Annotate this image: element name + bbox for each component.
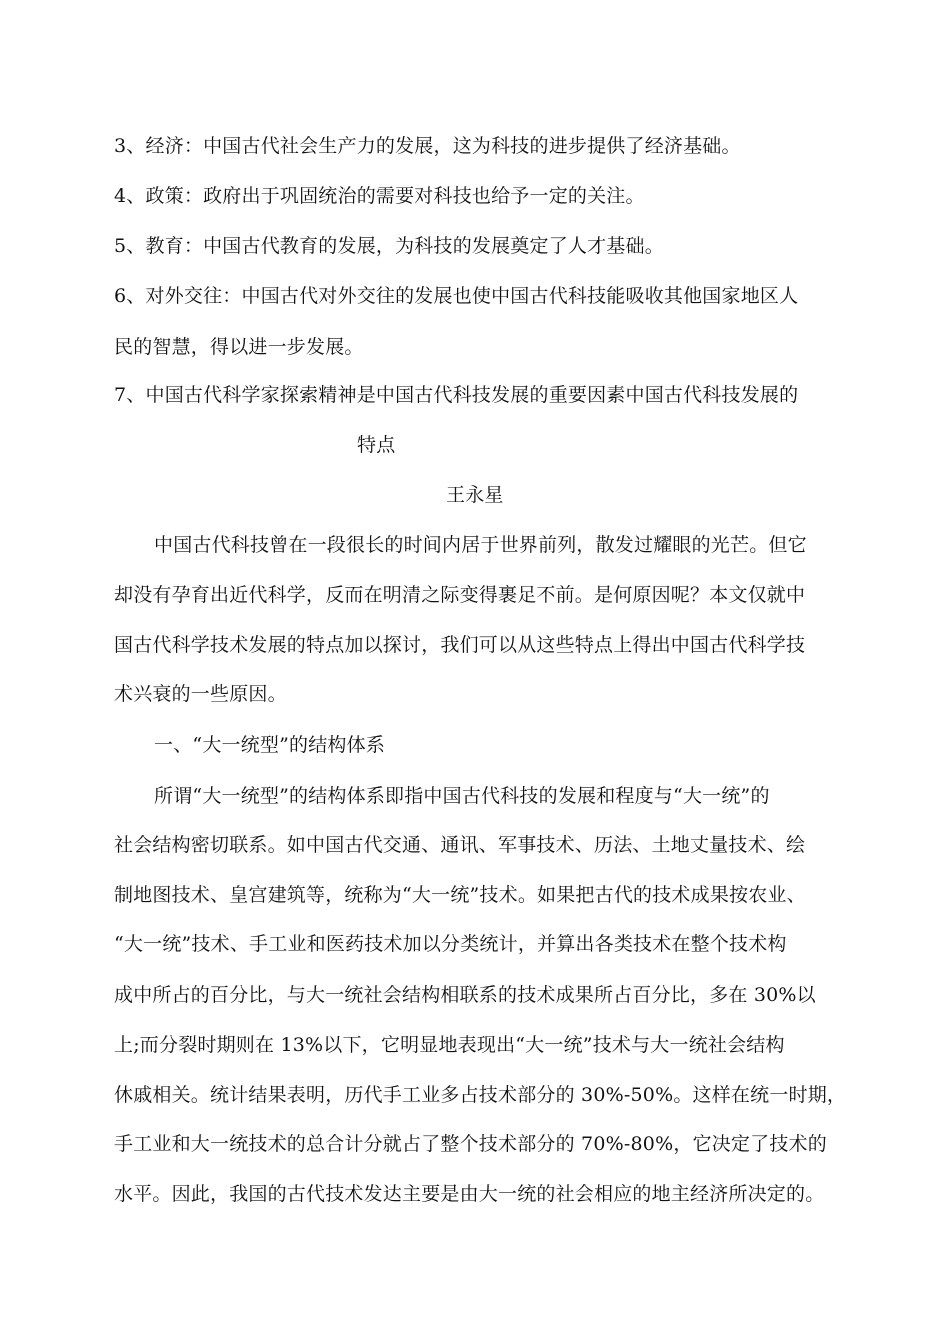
author-name: 王永星 [446,484,504,506]
section-heading: 一、“大一统型”的结构体系 [154,734,386,756]
body-line: 手工业和大一统技术的总合计分就占了整个技术部分的 70%-80%，它决定了技术的 [114,1133,827,1155]
list-item-economy: 3、经济：中国古代社会生产力的发展，这为科技的进步提供了经济基础。 [114,135,741,157]
list-item-foreign-exchange-cont: 民的智慧，得以进一步发展。 [114,336,364,358]
body-line: “大一统”技术、手工业和医药技术加以分类统计，并算出各类技术在整个技术构 [114,933,787,955]
list-item-education: 5、教育：中国古代教育的发展，为科技的发展奠定了人才基础。 [114,235,664,257]
body-line: 休戚相关。统计结果表明，历代手工业多占技术部分的 30%-50%。这样在统一时期， [114,1084,847,1106]
intro-line: 术兴衰的一些原因。 [114,683,287,705]
body-line: 成中所占的百分比，与大一统社会结构相联系的技术成果所占百分比，多在 30%以 [114,984,816,1006]
article-title-tail: 特点 [357,434,396,456]
list-item-policy: 4、政策：政府出于巩固统治的需要对科技也给予一定的关注。 [114,185,645,207]
body-line: 社会结构密切联系。如中国古代交通、通讯、军事技术、历法、土地丈量技术、绘 [114,834,806,856]
body-line: 水平。因此，我国的古代技术发达主要是由大一统的社会相应的地主经济所决定的。 [114,1183,825,1205]
intro-line: 国古代科学技术发展的特点加以探讨，我们可以从这些特点上得出中国古代科学技 [114,634,806,656]
body-line: 上;而分裂时期则在 13%以下，它明显地表现出“大一统”技术与大一统社会结构 [114,1034,785,1056]
body-line: 所谓“大一统型”的结构体系即指中国古代科技的发展和程度与“大一统”的 [154,785,770,807]
intro-line: 中国古代科技曾在一段很长的时间内居于世界前列，散发过耀眼的光芒。但它 [154,534,807,556]
list-item-scientists: 7、中国古代科学家探索精神是中国古代科技发展的重要因素中国古代科技发展的 [114,384,799,406]
list-item-foreign-exchange: 6、对外交往：中国古代对外交往的发展也使中国古代科技能吸收其他国家地区人 [114,285,799,307]
intro-line: 却没有孕育出近代科学，反而在明清之际变得裹足不前。是何原因呢？本文仅就中 [114,584,806,606]
body-line: 制地图技术、皇宫建筑等，统称为“大一统”技术。如果把古代的技术成果按农业、 [114,884,806,906]
